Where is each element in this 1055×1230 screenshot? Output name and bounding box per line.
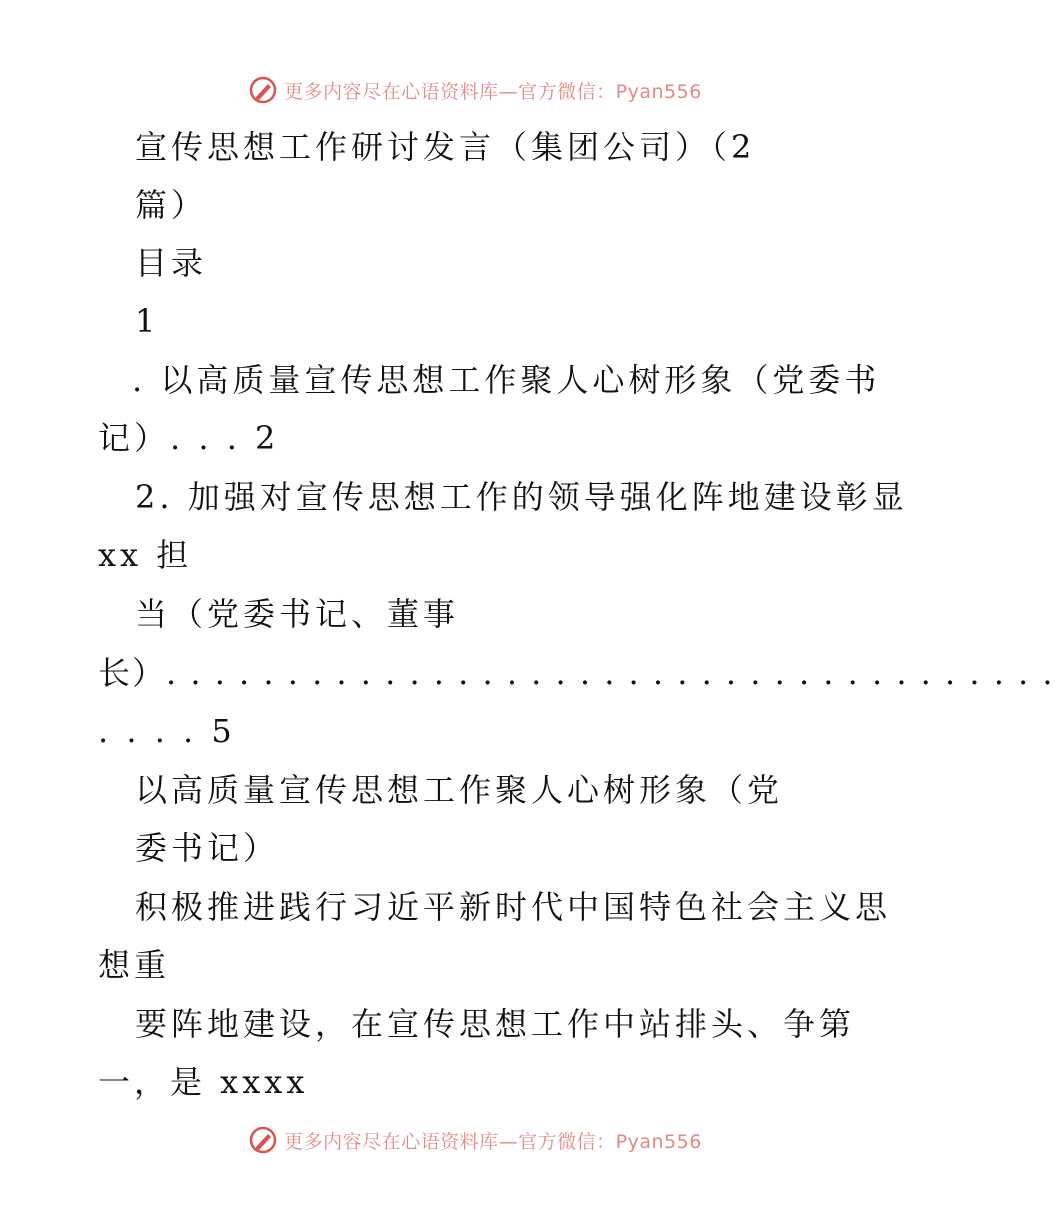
watermark-text: 更多内容尽在心语资料库—官方微信：Pyan556 [284,80,702,103]
section-title: 以高质量宣传思想工作聚人心树形象（党 [135,771,784,809]
doc-title-cont: 篇） [135,186,208,224]
toc-number: 1 [135,302,160,340]
toc-item-1: . 以高质量宣传思想工作聚人心树形象（党委书 [132,361,881,399]
paragraph-line-2: 想重 [98,946,171,984]
toc-item-2-dots: 长）. . . . . . . . . . . . . . . . . . . . . . . . . . . . . . . . . . . . . [98,654,1055,692]
toc-item-2-cont2: 当（党委书记、董事 [135,595,460,633]
watermark-footer [0,1120,950,1160]
section-title-cont: 委书记） [135,829,280,867]
toc-item-2-page: . . . . 5 [98,712,236,750]
toc-item-2-cont: xx 担 [98,536,193,574]
toc-heading: 目录 [135,244,208,282]
pen-logo-icon [248,1125,278,1155]
pen-logo-icon [248,75,278,105]
watermark-header [0,70,950,110]
watermark-text: 更多内容尽在心语资料库—官方微信：Pyan556 [284,1130,702,1153]
paragraph-line-1: 积极推进践行习近平新时代中国特色社会主义思 [135,888,892,926]
paragraph-line-4: 一，是 xxxx [98,1063,309,1101]
paragraph-line-3: 要阵地建设，在宣传思想工作中站排头、争第 [135,1005,856,1043]
toc-item-1-cont: 记）. . . 2 [98,419,280,457]
toc-item-2: 2. 加强对宣传思想工作的领导强化阵地建设彰显 [135,478,908,516]
doc-title: 宣传思想工作研讨发言（集团公司）（2 [135,128,756,166]
